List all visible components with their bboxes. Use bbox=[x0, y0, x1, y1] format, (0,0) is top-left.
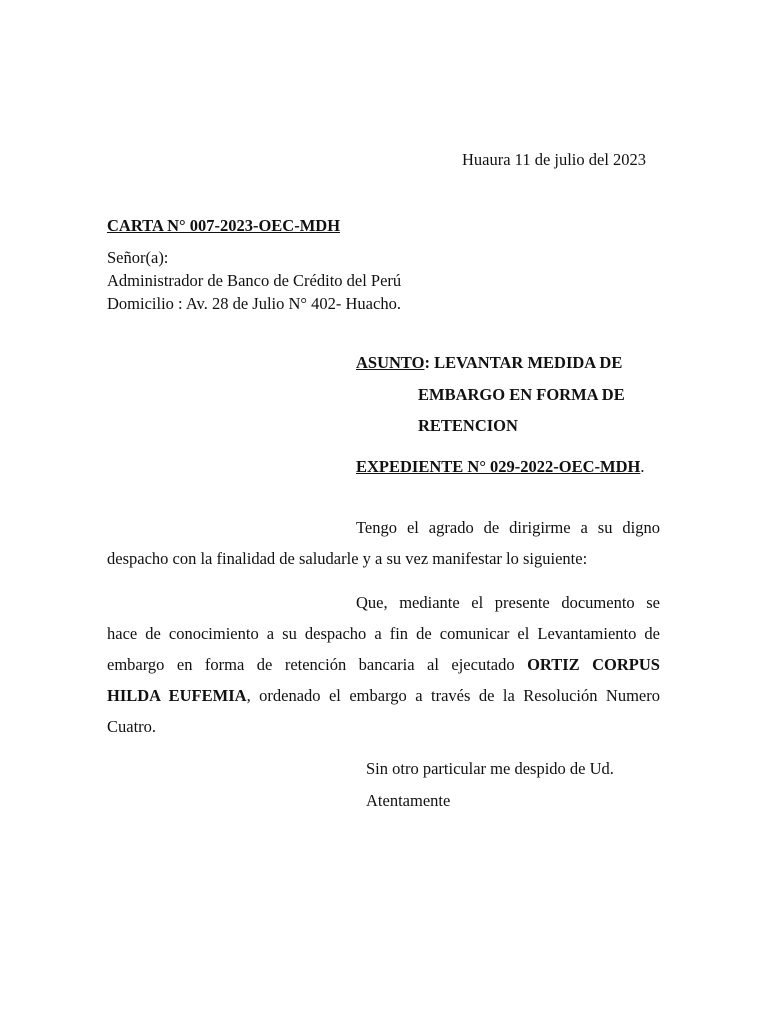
asunto-line-2: EMBARGO EN FORMA DE bbox=[418, 385, 625, 404]
paragraph-1-text-1: Tengo el agrado de dirigirme a su digno bbox=[356, 518, 660, 537]
ejecutado-given-names: HILDA EUFEMIA bbox=[107, 686, 247, 705]
paragraph-2-text-3a: embargo en forma de retención bancaria al ejecutado bbox=[107, 655, 515, 674]
place-date: Huaura 11 de julio del 2023 bbox=[462, 150, 647, 169]
asunto-line-1 bbox=[356, 353, 622, 373]
paragraph-2-line-3 bbox=[107, 655, 660, 675]
asunto-line-3: RETENCION bbox=[418, 416, 518, 435]
ejecutado-surname: ORTIZ CORPUS bbox=[527, 655, 660, 674]
paragraph-2-line-2: hace de conocimiento a su despacho a fin de comunicar el Levantamiento de bbox=[107, 624, 660, 643]
salutation: Señor(a): bbox=[107, 248, 169, 267]
expediente-trail: . bbox=[640, 457, 645, 476]
sign-off: Atentamente bbox=[366, 791, 451, 810]
paragraph-2-line-5: Cuatro. bbox=[107, 717, 157, 736]
expediente-line bbox=[356, 457, 644, 477]
paragraph-1-line-1 bbox=[356, 518, 660, 538]
paragraph-2-line-4 bbox=[107, 686, 660, 706]
expediente-number: EXPEDIENTE N° 029-2022-OEC-MDH bbox=[356, 457, 641, 476]
asunto-text: : LEVANTAR MEDIDA DE bbox=[424, 353, 623, 372]
recipient-line-2: Domicilio : Av. 28 de Julio N° 402- Huacho. bbox=[107, 294, 401, 313]
paragraph-2-line-1 bbox=[356, 593, 660, 613]
paragraph-2-text-4b: , ordenado el embargo a través de la Resolución Numero bbox=[246, 686, 660, 705]
closing-line: Sin otro particular me despido de Ud. bbox=[366, 759, 614, 778]
recipient-line-1: Administrador de Banco de Crédito del Perú bbox=[107, 271, 402, 290]
asunto-label: ASUNTO bbox=[356, 353, 425, 372]
carta-reference: CARTA N° 007-2023-OEC-MDH bbox=[107, 216, 341, 235]
paragraph-2-text-1: Que, mediante el presente documento se bbox=[356, 593, 660, 612]
paragraph-1-line-2: despacho con la finalidad de saludarle y a su vez manifestar lo siguiente: bbox=[107, 549, 588, 568]
